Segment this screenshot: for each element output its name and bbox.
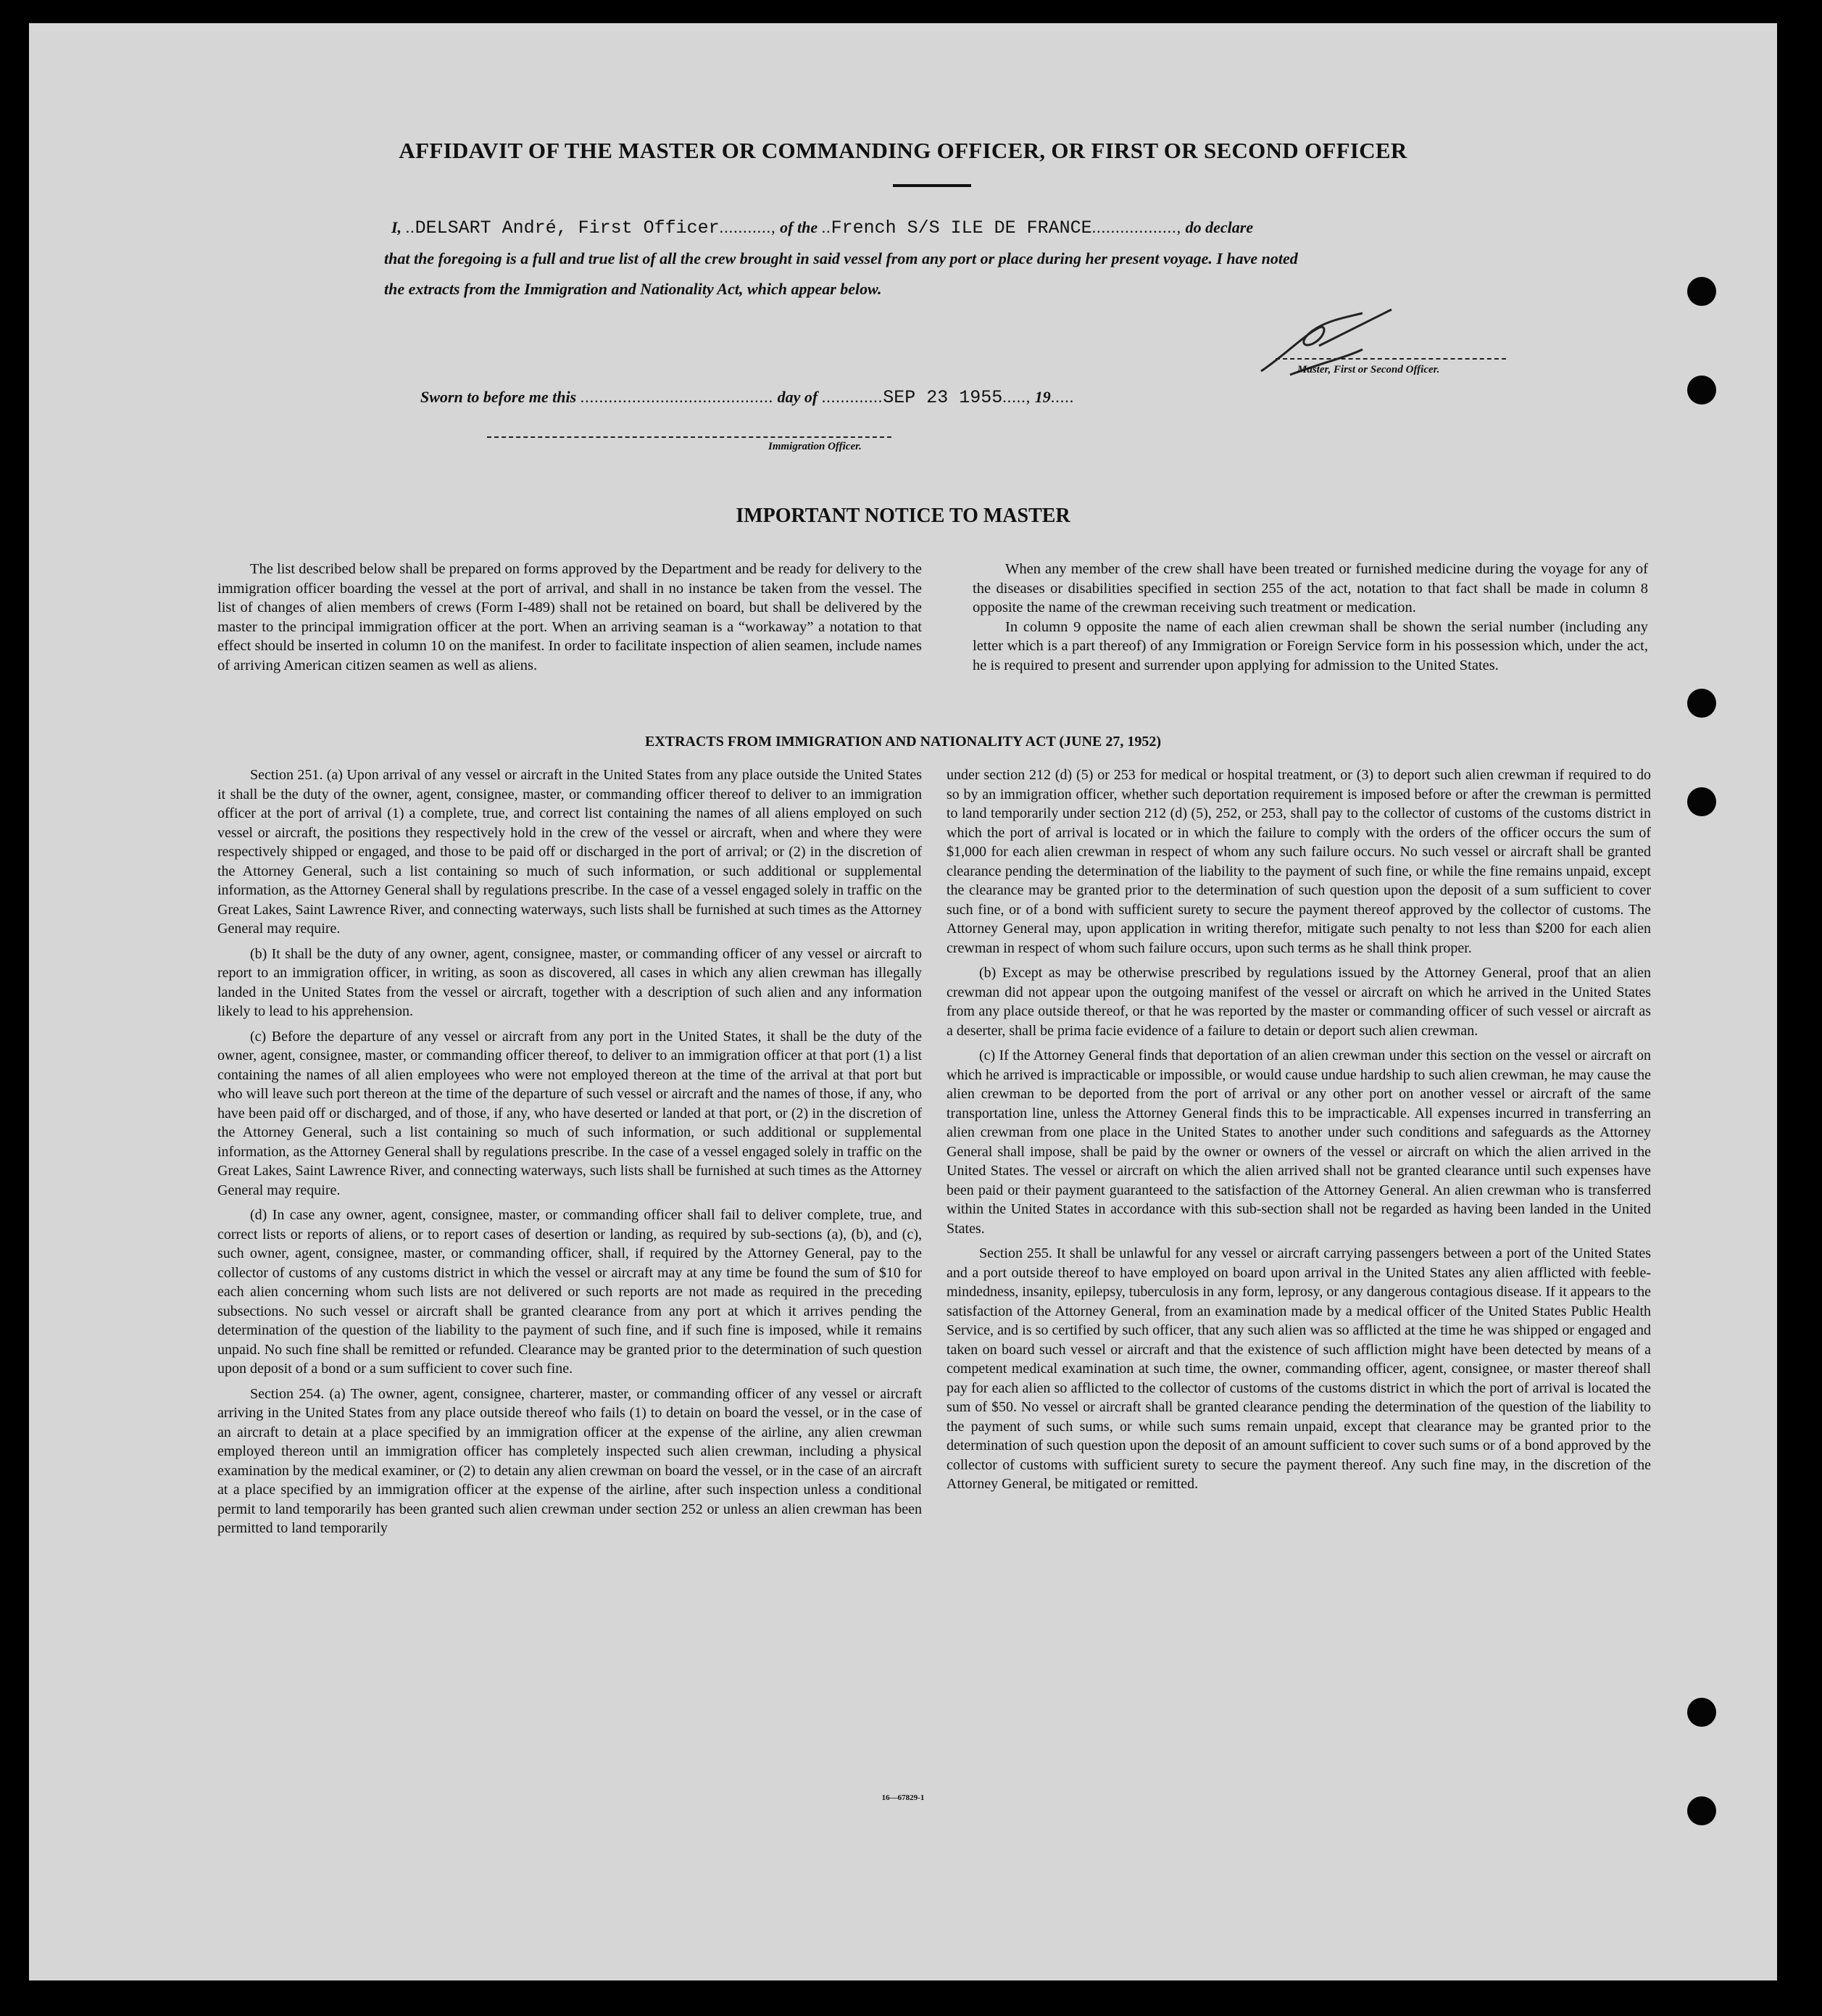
document-page: [29, 23, 1777, 1980]
immigration-officer-line: [487, 436, 891, 438]
sworn-line: Sworn to before me this ......................................... day of .............SEP 23 1955....., 19.....: [420, 387, 1075, 408]
binder-hole: [1687, 787, 1716, 816]
declaration-line-1: I, ..DELSART André, First Officer..........., of the ..French S/S ILE DE FRANCE.................., do declare: [391, 217, 1254, 238]
section-251-a: Section 251. (a) Upon arrival of any vessel or aircraft in the United States from any place outside the United States it shall be the duty of the owner, agent, consignee, master, or commanding officer thereof to deliver to an immigration officer at the port of arrival (1) a complete, true, and correct list containing the names of all aliens employed on such vessel or aircraft, the positions they respectively hold in the crew of the vessel or aircraft, when and where they were respectively shipped or engaged, and those to be paid off or discharged in the port of arrival; or (2) in the discretion of the Attorney General, such a list containing so much of such information, or such additional or supplemental information, as the Attorney General shall by regulations prescribe. In the case of a vessel engaged solely in traffic on the Great Lakes, Saint Lawrence River, and connecting waterways, such lists shall be furnished at such times as the Attorney General may require.: [217, 767, 922, 937]
date-stamp: SEP 23 1955: [883, 387, 1003, 408]
binder-hole: [1687, 376, 1716, 405]
declaration-line-2: [384, 249, 1515, 268]
signature-caption: Master, First or Second Officer.: [1297, 364, 1440, 376]
declaration-line-3: the extracts from the Immigration and Nationality Act, which appear below.: [384, 280, 882, 298]
sworn-year-label: 19: [1034, 388, 1051, 406]
section-254-c: (c) If the Attorney General finds that deportation of an alien crewman under this section on the vessel or aircraft on which he arrived is impracticable or impossible, or would cause undue hardship to such alien crewman, he may cause the alien crewman to be deported from the port of arrival or any other port on another vessel or aircraft of the same transportation line, unless the Attorney General finds this to be impracticable. All expenses incurred in transferring an alien crewman from one place in the United States to another under such conditions and safeguards as the Attorney General shall impose, shall be paid by the owner or owners of the vessel or aircraft on which the alien arrived in the United States. The vessel or aircraft on which the alien arrived shall not be granted clearance until such expenses have been paid or their payment guaranteed to the satisfaction of the Attorney General. An alien crewman who is transferred within the United States in accordance with this sub-section shall not be regarded as having been landed in the United States.: [947, 1048, 1651, 1237]
section-254-a: Section 254. (a) The owner, agent, consignee, charterer, master, or commanding officer of any vessel or aircraft arriving in the United States from any place outside thereof who fails (1) to detain on board the vessel, or in the case of an aircraft to detain at a place specified by an immigration officer at the expense of the airline, any alien crewman employed thereon until an immigration officer has completely inspected such alien crewman, including a physical examination by the medical examiner, or (2) to detain any alien crewman on board the vessel, or in the case of an aircraft at a place specified by an immigration officer at the expense of the airline, after such inspection unless a conditional permit to land temporarily has been granted such alien crewman under section 252 or unless an alien crewman has been permitted to land temporarily: [217, 1385, 922, 1536]
declaration-suffix: do declare: [1185, 218, 1254, 236]
declaration-text: that the foregoing is a full and true list of all the crew brought in said vessel from any port or place during her present voyage.: [384, 249, 1212, 267]
section-254-a-continued: under section 212 (d) (5) or 253 for medical or hospital treatment, or (3) to deport such alien crewman if required to do so by an immigration officer, whether such deportation requirement is imposed before or after the crewman is permitted to land temporarily under section 212 (d) (5), 252, or 253, shall pay to the collector of customs of the customs district in which the port of arrival is located or in which the failure to comply with the orders of the officer occurs the sum of $1,000 for each alien crewman in respect of whom any such failure occurs. No such vessel or aircraft shall be granted clearance pending the determination of the liability to the payment of such fine, or while the fine remains unpaid, except the clearance may be granted prior to the determination of such question upon the deposit of a sum sufficient to cover such fine, or of a bond with sufficient surety to secure the payment thereof approved by the collector of customs. The Attorney General may, upon application in writing therefor, mitigate such penalty to not less than $200 for each alien crewman in respect of whom such failure occurs, upon such terms as he shall think proper.: [947, 767, 1651, 956]
binder-hole: [1687, 689, 1716, 718]
immigration-officer-caption: Immigration Officer.: [768, 441, 862, 452]
declaration-vessel: French S/S ILE DE FRANCE: [831, 217, 1092, 238]
affidavit-title: AFFIDAVIT OF THE MASTER OR COMMANDING OFFICER, OR FIRST OR SECOND OFFICER: [399, 138, 1407, 163]
extracts-left-column: [217, 766, 922, 1544]
sworn-prefix: Sworn to before me this: [420, 388, 577, 406]
extracts-right-column: [947, 766, 1651, 1500]
title-underline: [893, 184, 971, 187]
declaration-prefix: I,: [391, 218, 402, 236]
section-251-b: (b) It shall be the duty of any owner, agent, consignee, master, or commanding officer of any vessel or aircraft to report to an immigration officer, in writing, as soon as discovered, all cases in which any alien crewman has illegally landed in the United States from the vessel or aircraft, together with a description of such alien and any information likely to lead to his apprehension.: [217, 945, 922, 1019]
section-254-b: (b) Except as may be otherwise prescribed by regulations issued by the Attorney General, proof that an alien crewman did not appear upon the outgoing manifest of the vessel or aircraft on which he arrived in the United States from any place outside thereof, or that he was reported by the master or commanding officer of such vessel or aircraft as a deserter, shall be prima facie evidence of a failure to detain or deport such alien crewman.: [947, 965, 1651, 1039]
notice-left-text: The list described below shall be prepared on forms approved by the Department and be ready for delivery to the immigration officer boarding the vessel at the port of arrival, and shall in no instance be taken from the vessel. The list of changes of alien members of crews (Form I-489) shall not be retained on board, but shall be delivered by the master to the principal immigration officer at the port. When an arriving seaman is a “workaway” a notation to that effect should be inserted in column 10 on the manifest. In order to facilitate inspection of alien seamen, include names of arriving American citizen seamen as well as aliens.: [217, 561, 922, 673]
section-251-d: (d) In case any owner, agent, consignee, master, or commanding officer shall fail to deliver complete, true, and correct lists or reports of aliens, or to report cases of desertion or landing, as required by sub-sections (a), (b), and (c), such owner, agent, consignee, master, or commanding officer, shall, if required by the Attorney General, pay to the collector of customs of any customs district in which the vessel or aircraft may at any time be found the sum of $10 for each alien concerning whom such lists are not delivered or such reports are not made as required in the preceding subsections. No such vessel or aircraft shall be granted clearance from any port at which it arrives pending the determination of the question of the liability to the payment of such fine, and if such fine is imposed, while it remains unpaid. No such fine shall be remitted or refunded. Clearance may be granted prior to the determination of such question upon deposit of a bond or a sum sufficient to cover such fine.: [217, 1207, 922, 1377]
notice-right-paragraph-1: When any member of the crew shall have been treated or furnished medicine during the voyage for any of the diseases or disabilities specified in section 255 of the act, notation to that fact shall be made in column 8 opposite the name of the crewman receiving such treatment or medication.: [973, 561, 1648, 616]
sworn-day-label: day of: [777, 388, 818, 406]
notice-title: IMPORTANT NOTICE TO MASTER: [736, 505, 1070, 527]
signature-line: [1276, 358, 1506, 360]
section-251-c: (c) Before the departure of any vessel or aircraft from any port in the United States, it shall be the duty of the owner, agent, consignee, master, or commanding officer thereof, to deliver to an immigration officer at that port (1) a list containing the names of all alien employees who were not employed thereon at the time of the arrival at that port but who will leave such port thereon at the time of the departure of such vessel or aircraft and the names of those, if any, who have been paid off or discharged, and of those, if any, who have deserted or landed at that port, or (2) in the discretion of the Attorney General, such a list containing so much of such information, or such additional or supplemental information, as the Attorney General shall by regulations prescribe. In the case of a vessel engaged solely in traffic on the Great Lakes, Saint Lawrence River, and connecting waterways, such lists shall be furnished at such times as the Attorney General may require.: [217, 1028, 922, 1198]
notice-right-column: [973, 560, 1648, 676]
declaration-name: DELSART André, First Officer: [415, 217, 720, 238]
extracts-title: EXTRACTS FROM IMMIGRATION AND NATIONALITY ACT (JUNE 27, 1952): [644, 734, 1162, 750]
section-255: Section 255. It shall be unlawful for any vessel or aircraft carrying passengers between a port of the United States and a port outside thereof to have employed on board upon arrival in the United States any alien afflicted with feeble-mindedness, insanity, epilepsy, tuberculosis in any form, leprosy, or any dangerous contagious disease. If it appears to the satisfaction of the Attorney General, from an examination made by a medical officer of the United States Public Health Service, and is so certified by such officer, that any such alien was so afflicted at the time he was shipped or engaged and taken on board such vessel or aircraft and that the existence of such affliction might have been detected by means of a competent medical examination at such time, the owner, commanding officer, agent, consignee, or master thereof shall pay for each alien so afflicted to the collector of customs of the customs district in which the port of arrival is located the sum of $50. No vessel or aircraft shall be granted clearance pending the determination of the question of the liability to the payment of such sums, or while such sums remain unpaid, except that clearance may be granted prior to the determination of such question upon the deposit of an amount sufficient to cover such sums or of a bond approved by the collector of customs with sufficient surety to secure the payment thereof. Any such fine may, in the discretion of the Attorney General, be mitigated or remitted.: [947, 1245, 1651, 1492]
form-code: 16—67829-1: [881, 1793, 925, 1802]
binder-hole: [1687, 277, 1716, 306]
declaration-of-the: of the: [780, 218, 818, 236]
declaration-noted: I have noted: [1216, 249, 1298, 267]
binder-hole: [1687, 1698, 1716, 1727]
notice-right-paragraph-2: In column 9 opposite the name of each alien crewman shall be shown the serial number (including any letter which is a part thereof) of any Immigration or Foreign Service form in his possession which, under the act, he is required to present and surrender upon applying for admission to the United States.: [973, 618, 1648, 673]
notice-left-column: [217, 560, 922, 676]
